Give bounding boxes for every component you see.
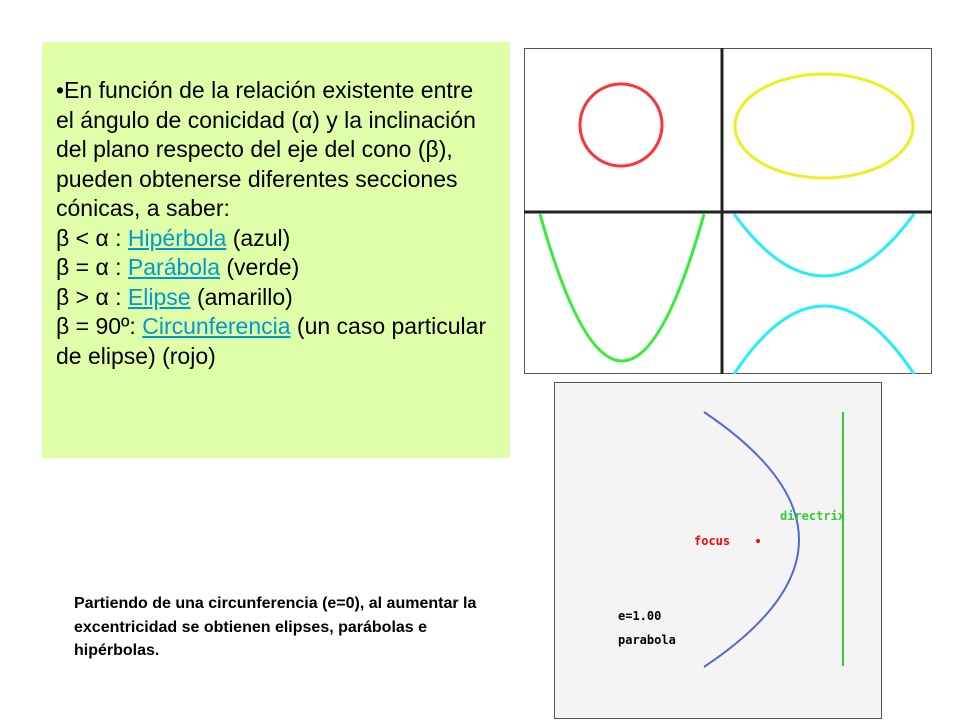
intro-text: •En función de la relación existente entre el ángulo de conicidad (α) y la inclinación del plano respecto del eje del cono (β), pueden obtenerse diferentes secciones cónicas, a saber: xyxy=(56,77,476,221)
directrix-label: directrix xyxy=(780,509,846,523)
parabola-color-note: (verde) xyxy=(220,254,300,280)
ellipse-color-note: (amarillo) xyxy=(190,283,293,310)
text-box xyxy=(42,42,510,458)
circle-link[interactable]: Circunferencia xyxy=(142,313,291,339)
circle-color-note: (un caso particular de elipse) (rojo) xyxy=(56,313,487,369)
parabola-link[interactable]: Parábola xyxy=(127,254,220,280)
main-paragraph xyxy=(56,76,496,371)
parabola-frame xyxy=(555,383,882,719)
parabola-line xyxy=(56,254,299,280)
circle-line xyxy=(56,313,486,369)
ellipse-line xyxy=(56,284,293,310)
hyperbola-link[interactable]: Hipérbola xyxy=(127,224,227,251)
hyperbola-color-note: (azul) xyxy=(226,224,291,251)
ellipse-link[interactable]: Elipse xyxy=(127,283,191,310)
circle-condition: β = 90º: xyxy=(56,313,143,339)
parabola-focus-directrix-figure xyxy=(554,380,884,720)
type-label: parabola xyxy=(618,633,676,647)
focus-label: focus xyxy=(694,534,731,548)
parabola-condition: β = α : xyxy=(56,254,128,280)
hyperbola-line xyxy=(56,225,290,251)
caption-text: Partiendo de una circunferencia (e=0), al aumentar la excentricidad se obtienen elipses, parábolas e hipérbolas. xyxy=(74,595,477,659)
conic-sections-figure xyxy=(524,48,932,374)
hyperbola-condition: β < α : xyxy=(56,224,128,251)
eccentricity-label: e=1.00 xyxy=(618,609,662,623)
ellipse-condition: β > α : xyxy=(56,283,128,310)
focus-point xyxy=(756,539,760,543)
